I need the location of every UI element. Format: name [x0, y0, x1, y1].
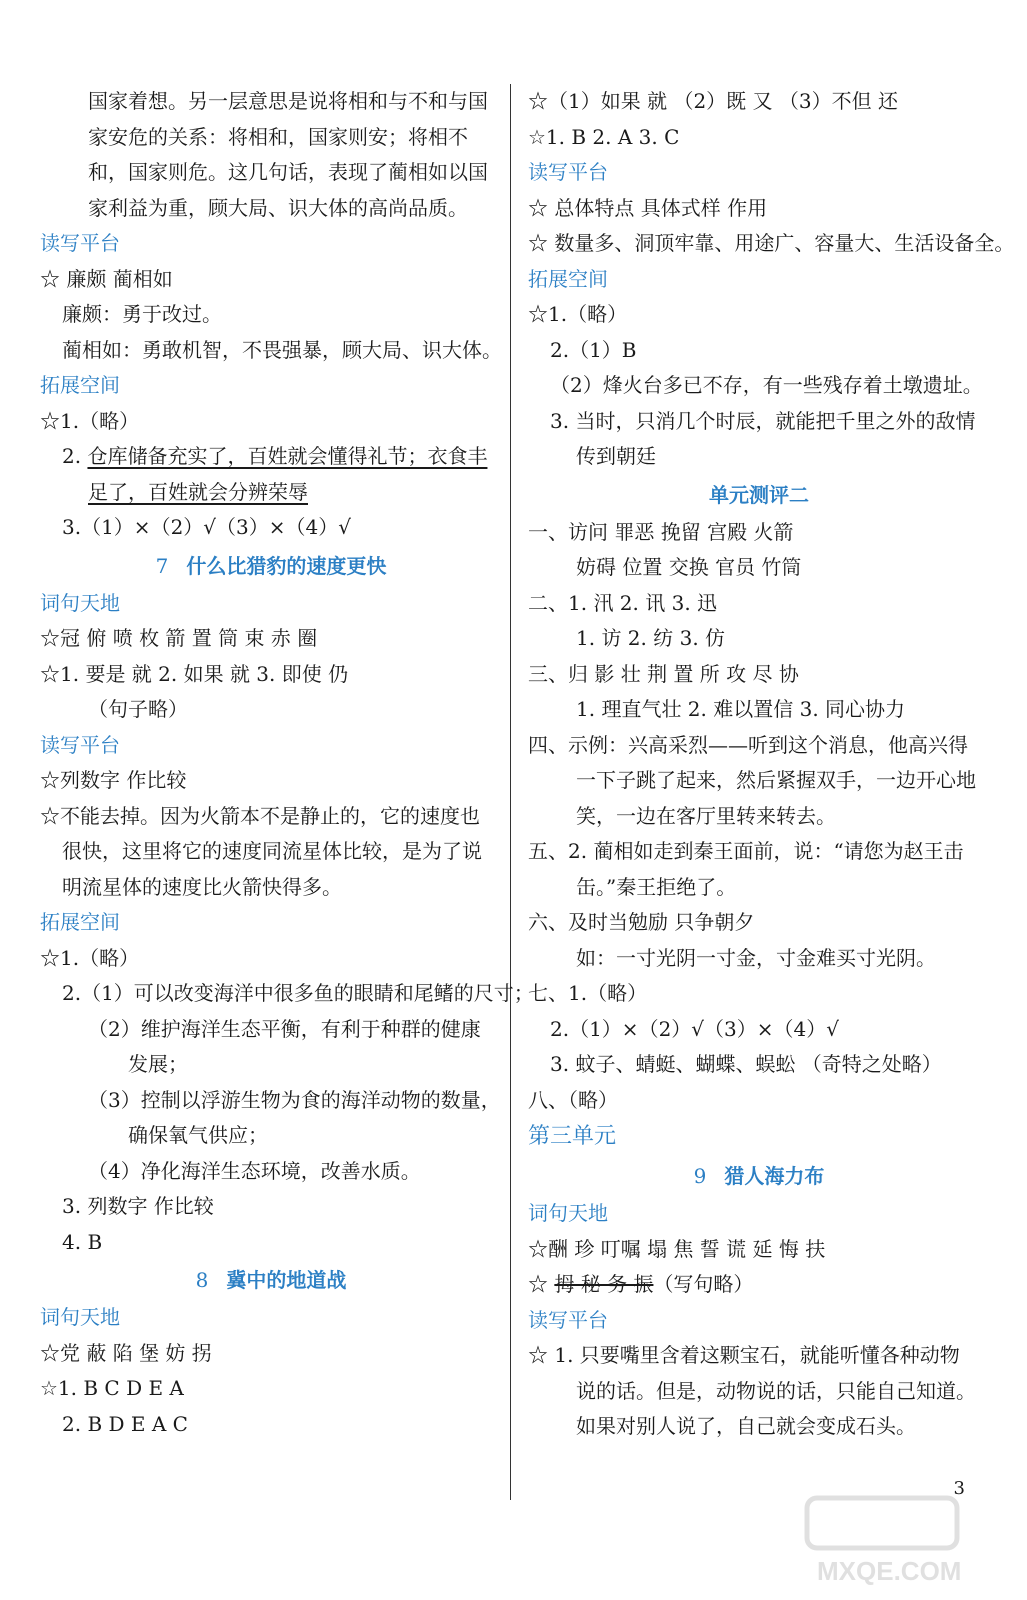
text-line: 家利益为重，顾大局、识大体的高尚品质。 — [88, 195, 468, 220]
text-line: 和，国家则危。这几句话，表现了蔺相如以国 — [88, 160, 488, 184]
lesson-title-7 — [40, 546, 502, 586]
text-line: 二、1. 汛 2. 讯 3. 迅 — [528, 590, 718, 615]
text-line — [40, 439, 502, 475]
lesson-title-9 — [528, 1156, 990, 1196]
watermark-text: MXQE.COM — [817, 1556, 962, 1586]
text-line: 很快，这里将它的速度同流星体比较，是为了说 — [62, 839, 482, 863]
text-line: ☆ 1. 只要嘴里含着这颗宝石，就能听懂各种动物 — [528, 1343, 960, 1367]
text-line: ☆冠 俯 喷 枚 箭 置 筒 束 赤 圈 — [40, 626, 318, 650]
section-heading-ciju: 词句天地 — [40, 590, 120, 615]
lesson-name: 冀中的地道战 — [226, 1268, 347, 1292]
lesson-number: 9 — [693, 1164, 707, 1188]
text-line: （4）净化海洋生态环境，改善水质。 — [88, 1158, 421, 1183]
unit-test-title: 单元测评二 — [709, 482, 809, 507]
section-heading-duxie: 读写平台 — [528, 160, 608, 184]
struck-characters: 拇 秘 务 振 — [554, 1272, 654, 1296]
text-line: ☆ 数量多、洞顶牢靠、用途广、容量大、生活设备全。 — [528, 231, 1015, 255]
unit-heading: 第三单元 — [528, 1124, 617, 1149]
left-column — [40, 84, 534, 1442]
text-line: 四、示例：兴高采烈——听到这个消息，他高兴得 — [528, 732, 968, 757]
text-suffix: （写句略） — [653, 1272, 754, 1296]
star-prefix: ☆ — [528, 1272, 555, 1296]
text-line: （2）烽火台多已不存，有一些残存着土墩遗址。 — [550, 373, 983, 397]
text-line: 3.（1）×（2）√（3）×（4）√ — [62, 515, 351, 539]
section-heading-duxie: 读写平台 — [528, 1307, 608, 1332]
text-line: 1. 理直气壮 2. 难以置信 3. 同心协力 — [576, 697, 906, 721]
text-line: ☆1. 要是 就 2. 如果 就 3. 即使 仍 — [40, 661, 349, 686]
text-line: 3. 列数字 作比较 — [62, 1194, 214, 1218]
page-number: 3 — [953, 1478, 965, 1499]
text-line: 2.（1）B — [550, 337, 637, 362]
text-line: ☆酬 珍 叮嘱 塌 焦 誓 谎 延 悔 扶 — [528, 1236, 826, 1261]
lesson-name: 什么比猎豹的速度更快 — [186, 553, 387, 578]
text-line: 廉颇：勇于改过。 — [62, 302, 222, 326]
text-line: 1. 访 2. 纺 3. 仿 — [576, 626, 726, 650]
lesson-number: 8 — [195, 1268, 209, 1292]
lesson-title-8 — [40, 1260, 502, 1300]
right-column — [528, 84, 1015, 1445]
text-line: ☆1. B C D E A — [40, 1376, 184, 1400]
lesson-number: 7 — [155, 553, 169, 578]
column-divider — [510, 84, 511, 1500]
text-line: 家安危的关系：将相和，国家则安；将相不 — [88, 124, 468, 149]
text-line: 缶。”秦王拒绝了。 — [576, 874, 737, 899]
section-heading-tuozhan: 拓展空间 — [40, 910, 120, 934]
text-line: 一下子跳了起来，然后紧握双手，一边开心地 — [576, 768, 976, 792]
text-line: 3. 蚊子、蜻蜓、蝴蝶、蜈蚣 （奇特之处略） — [550, 1052, 942, 1076]
text-line: 蔺相如：勇敢机智，不畏强暴，顾大局、识大体。 — [62, 337, 502, 362]
text-line: ☆1.（略） — [40, 408, 140, 433]
watermark-logo — [797, 1492, 997, 1592]
section-heading-tuozhan: 拓展空间 — [40, 373, 120, 397]
text-line: 如：一寸光阴一寸金，寸金难买寸光阴。 — [576, 945, 936, 970]
section-heading-tuozhan: 拓展空间 — [528, 266, 608, 291]
section-heading-ciju: 词句天地 — [40, 1305, 120, 1329]
item-number: 2. — [62, 444, 88, 468]
text-line: 3. 当时，只消几个时辰，就能把千里之外的敌情 — [550, 408, 976, 433]
watermark-frame — [807, 1498, 957, 1548]
text-line: ☆ 廉颇 蔺相如 — [40, 266, 173, 291]
underlined-answer: 仓库储备充实了，百姓就会懂得礼节；衣食丰 — [87, 444, 488, 468]
text-line: 如果对别人说了，自己就会变成石头。 — [576, 1414, 916, 1438]
text-line: 八、（略） — [528, 1087, 618, 1112]
section-heading-duxie: 读写平台 — [40, 231, 120, 255]
text-line: 七、1.（略） — [528, 981, 648, 1005]
lesson-name: 猎人海力布 — [724, 1164, 825, 1188]
text-line — [528, 1267, 990, 1303]
text-line: （3）控制以浮游生物为食的海洋动物的数量， — [88, 1087, 501, 1112]
text-line: 确保氧气供应； — [128, 1123, 268, 1147]
text-line: 三、归 影 壮 荆 置 所 攻 尽 协 — [528, 661, 799, 686]
text-line: 笑，一边在客厅里转来转去。 — [576, 803, 836, 828]
text-line: 妨碍 位置 交换 官员 竹筒 — [576, 555, 802, 579]
text-line: ☆不能去掉。因为火箭本不是静止的，它的速度也 — [40, 803, 480, 828]
text-line: ☆（1）如果 就 （2）既 又 （3）不但 还 — [528, 89, 898, 113]
text-line: 传到朝廷 — [576, 444, 656, 468]
text-line: 4. B — [62, 1229, 103, 1254]
text-line: 说的话。但是，动物说的话，只能自己知道。 — [576, 1378, 976, 1403]
text-line: ☆1. B 2. A 3. C — [528, 124, 680, 149]
text-line: ☆1.（略） — [528, 302, 628, 326]
text-line: 2. B D E A C — [62, 1411, 188, 1436]
underlined-answer: 足了，百姓就会分辨荣辱 — [88, 479, 308, 504]
text-line: 一、访问 罪恶 挽留 宫殿 火箭 — [528, 519, 794, 544]
text-line: 明流星体的速度比火箭快得多。 — [62, 874, 342, 899]
text-line: ☆列数字 作比较 — [40, 768, 187, 792]
text-line: 国家着想。另一层意思是说将相和与不和与国 — [88, 89, 488, 113]
text-line: ☆ 总体特点 具体式样 作用 — [528, 195, 768, 220]
text-line: 发展； — [128, 1052, 188, 1076]
section-heading-duxie: 读写平台 — [40, 732, 120, 757]
text-line: （句子略） — [88, 697, 188, 721]
text-line: 2.（1）可以改变海洋中很多鱼的眼睛和尾鳍的尺寸； — [62, 981, 534, 1005]
text-line: 2.（1）×（2）√（3）×（4）√ — [550, 1016, 839, 1041]
text-line: （2）维护海洋生态平衡，有利于种群的健康 — [88, 1016, 481, 1041]
text-line: ☆党 蔽 陷 堡 妨 拐 — [40, 1340, 212, 1365]
text-line: 五、2. 蔺相如走到秦王面前，说：“请您为赵王击 — [528, 839, 964, 863]
section-heading-ciju: 词句天地 — [528, 1201, 608, 1225]
text-line: ☆1.（略） — [40, 945, 140, 970]
text-line: 六、及时当勉励 只争朝夕 — [528, 910, 755, 934]
